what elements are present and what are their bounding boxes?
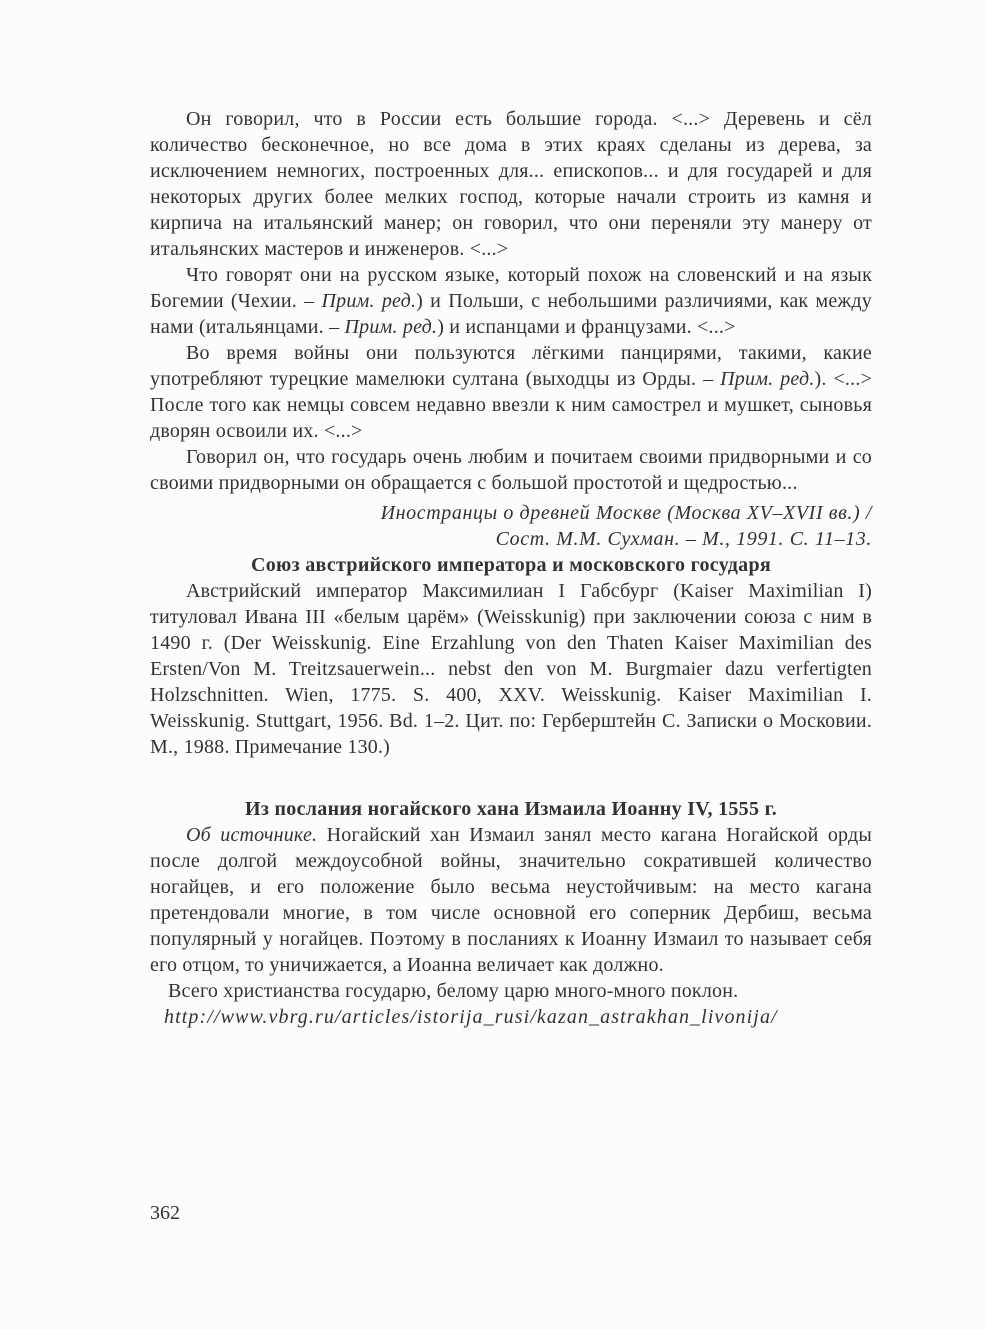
source-citation-line1: Иностранцы о древней Москве (Москва XV–XVII вв.) / (380, 502, 872, 524)
text-segment: ) и испанцами и французами. <...> (437, 316, 736, 338)
about-source-label-italic: Об источнике. (186, 824, 318, 846)
text-segment: Во время войны они пользуются лёгкими панцирями, такими, какие употребляют турецкие мамелюки султана (выходцы из Орды. – (150, 342, 872, 390)
section-heading-union: Союз австрийского императора и московского государя (250, 554, 772, 576)
section-nogai-about (150, 822, 872, 978)
source-url: http://www.vbrg.ru/articles/istorija_rusi/kazan_astrakhan_livonija/ (164, 1006, 778, 1028)
text-block (150, 106, 872, 1030)
text-segment: Ногайский хан Измаил занял место кагана Ногайской орды после долгой междоусобной войны, значительно сократившей количество ногайцев, и его положение было весьма неустойчивым: на место кагана претендовали многие, в том числе основной его соперник Дербиш, весьма популярный у ногайцев. Поэтому в посланиях к Иоанну Измаил то называет себя его отцом, то уничижается, а Иоанна величает как должно. (150, 824, 872, 976)
text-segment: Что говорят они на русском языке, который похож на словенский и на язык Богемии (Чехии. – (150, 264, 872, 312)
nogai-quote-line: Всего христианства государю, белому царю много-много поклон. (168, 980, 739, 1002)
text-segment: ) и Польши, с небольшими различиями, как между нами (итальянцами. – (150, 290, 872, 338)
page-number: 362 (150, 1202, 180, 1224)
quote-paragraph-cities: Он говорил, что в России есть большие города. <...> Деревень и сёл количество бесконечное, но все дома в этих краях сделаны из дерева, за исключением немногих, построенных для... епископов... и для государей и для некоторых других более мелких господ, которые начали строить из камня и кирпича на итальянский манер; он говорил, что они переняли эту манеру от итальянских мастеров и инженеров. <...> (150, 108, 872, 260)
editor-note-italic: Прим. ред. (321, 290, 417, 312)
editor-note-italic: Прим. ред. (344, 316, 438, 338)
section-heading-nogai: Из послания ногайского хана Измаила Иоанну IV, 1555 г. (244, 798, 777, 820)
quote-paragraph-language (150, 262, 872, 340)
text-segment: ). <...> После того как немцы совсем недавно ввезли к ним самострел и мушкет, сыновья дворян освоили их. <...> (150, 368, 873, 442)
quote-paragraph-sovereign: Говорил он, что государь очень любим и почитаем своими придворными и со своими придворными он обращается с большой простотой и щедростью... (150, 446, 872, 494)
source-citation (150, 500, 872, 552)
section-union-body: Австрийский император Максимилиан I Габсбург (Kaiser Maximilian I) титуловал Ивана III «белым царём» (Weisskunig) при заключении союза с ним в 1490 г. (Der Weisskunig. Eine Erzahlung von den Thaten Kaiser Maximilian des Ersten/Von M. Treitzsauerwein... nebst den von M. Burgmaier dazu verfertigten Holzschnitten. Wien, 1775. S. 400, XXV. Weisskunig. Kaiser Maximilian I. Weisskunig. Stuttgart, 1956. Bd. 1–2. Цит. по: Герберштейн С. Записки о Московии. М., 1988. Примечание 130.) (150, 580, 872, 758)
source-citation-line2: Сост. М.М. Сухман. – М., 1991. С. 11–13. (495, 528, 872, 550)
editor-note-italic: Прим. ред. (720, 368, 815, 390)
quote-paragraph-war (150, 340, 872, 444)
